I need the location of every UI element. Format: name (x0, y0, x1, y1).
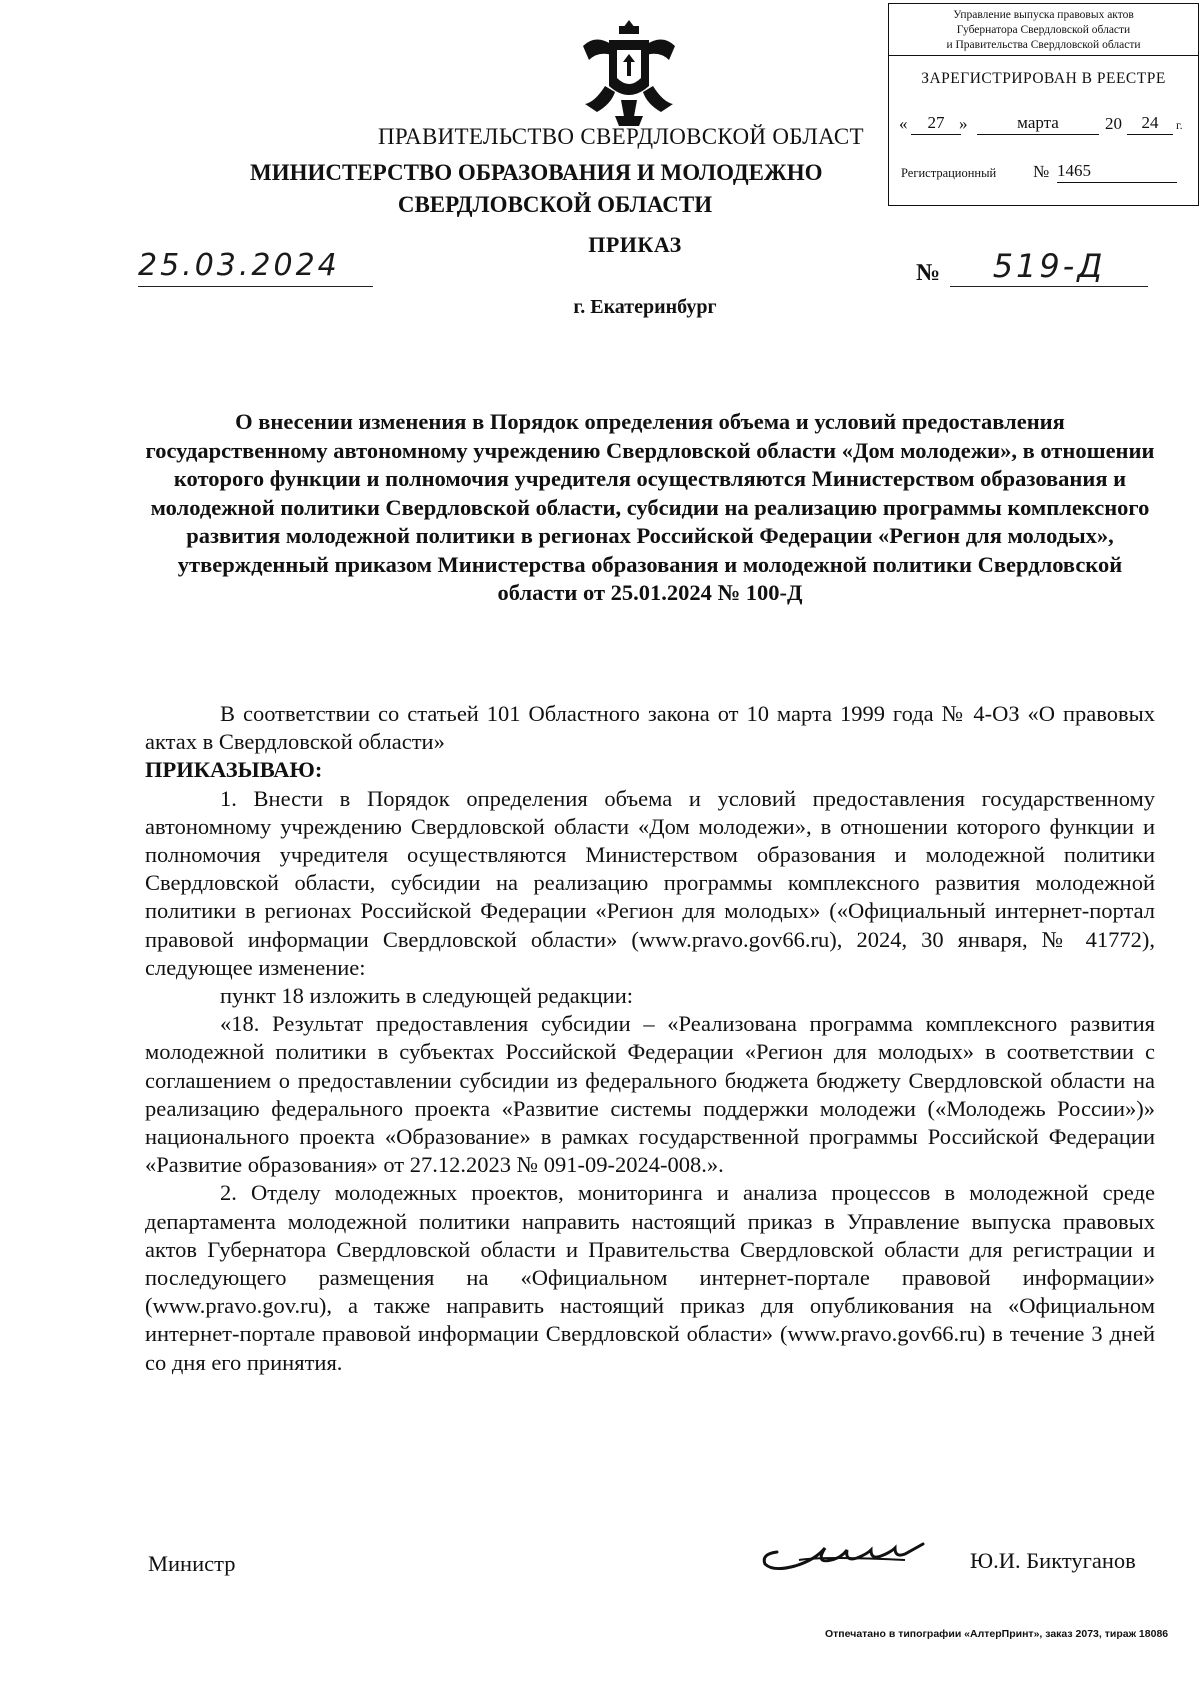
handwritten-signature (755, 1530, 930, 1578)
stamp-number-sign: № (1033, 162, 1050, 181)
stamp-close-quote: » (959, 114, 968, 133)
stamp-registration-number (901, 160, 1192, 186)
signer-name: Ю.И. Биктуганов (970, 1548, 1136, 1573)
coat-of-arms-emblem (575, 16, 683, 128)
government-name: ПРАВИТЕЛЬСТВО СВЕРДЛОВСКОЙ ОБЛАСТ (378, 124, 864, 149)
stamp-registered-label: ЗАРЕГИСТРИРОВАН В РЕЕСТРЕ (921, 70, 1166, 87)
order-title: О внесении изменения в Порядок определения объема и условий предоставления государственному автономному учреждению Свердловской области «Дом молодежи», в отношении которого функции и полномочия учредителя осуществляются Министерством образования и молодежной политики Свердловской области, субсидии на реализацию программы комплексного развития молодежной политики в регионах Российской Федерации «Регион для молодых», утвержденный приказом Министерства образования и молодежной политики Свердловской области от 25.01.2024 № 100-Д (145, 409, 1155, 605)
stamp-month: марта (977, 112, 1099, 135)
ministry-name-line1: МИНИСТЕРСТВО ОБРАЗОВАНИЯ И МОЛОДЕЖНО (250, 160, 823, 185)
document-type: ПРИКАЗ (588, 232, 682, 257)
item-1-quote: «18. Результат предоставления субсидии – «Реализована программа комплексного развития молодежной политики в субъектах Российской Федерации «Регион для молодых» в соответствии с соглашением о предоставлении субсидии из федерального бюджета бюджету Свердловской области на реализацию федерального проекта «Развитие системы поддержки молодежи («Молодежь России»)» национального проекта «Образование» в рамках государственной программы Российской Федерации «Развитие образования» от 27.12.2023 № 091-09-2024-008.». (145, 1011, 1155, 1178)
item-1: 1. Внести в Порядок определения объема и условий предоставления государственному автономному учреждению Свердловской области «Дом молодежи», в отношении которого функции и полномочия учредителя осуществляются Министерством образования и молодежной политики Свердловской области, субсидии на реализацию программы комплексного развития молодежной политики в регионах Российской Федерации «Регион для молодых» («Официальный интернет-портал правовой информации Свердловской области» (www.pravo.gov66.ru), 2024, 30 января, № 41772), следующее изменение: (145, 785, 1155, 980)
order-body (145, 700, 1155, 1377)
order-number: 519-Д (950, 246, 1148, 287)
item-2: 2. Отделу молодежных проектов, мониторинга и анализа процессов в молодежной среде департамента молодежной политики направить настоящий приказ в Управление выпуска правовых актов Губернатора Свердловской области и Правительства Свердловской области для регистрации и последующего размещения на «Официальном интернет-портале правовой информации» (www.pravo.gov.ru), а также направить настоящий приказ для опубликования на «Официальном интернет-портале правовой информации Свердловской области» (www.pravo.gov66.ru) в течение 3 дней со дня его принятия. (145, 1180, 1155, 1375)
stamp-header (889, 4, 1198, 56)
item-1-sub: пункт 18 изложить в следующей редакции: (220, 983, 634, 1009)
order-date: 25.03.2024 (138, 246, 373, 287)
order-number-sign: № (916, 260, 941, 286)
stamp-header-line: Управление выпуска правовых актов (953, 9, 1134, 21)
preamble: В соответствии со статьей 101 Областного закона от 10 марта 1999 года № 4-ОЗ «О правовых актах в Свердловской области» (145, 701, 1155, 755)
print-note: Отпечатано в типографии «АлтерПринт», заказ 2073, тираж 18086 (825, 1628, 1169, 1640)
stamp-header-line: Губернатора Свердловской области (956, 24, 1131, 36)
stamp-day: 27 (911, 112, 961, 135)
ministry-name-line2: СВЕРДЛОВСКОЙ ОБЛАСТИ (397, 192, 713, 217)
city: г. Екатеринбург (573, 296, 717, 318)
order-word: ПРИКАЗЫВАЮ: (145, 757, 323, 783)
stamp-year-suffix: 24 (1127, 112, 1173, 135)
stamp-header-line: и Правительства Свердловской области (946, 39, 1141, 51)
stamp-year-abbr: г. (1176, 118, 1183, 132)
signer-position: Министр (148, 1551, 236, 1576)
stamp-number: 1465 (1057, 160, 1177, 183)
stamp-date (897, 112, 1194, 138)
stamp-year-prefix: 20 (1105, 114, 1122, 133)
stamp-open-quote: « (899, 114, 908, 133)
registration-stamp (888, 3, 1199, 206)
stamp-number-label: Регистрационный (901, 166, 997, 180)
